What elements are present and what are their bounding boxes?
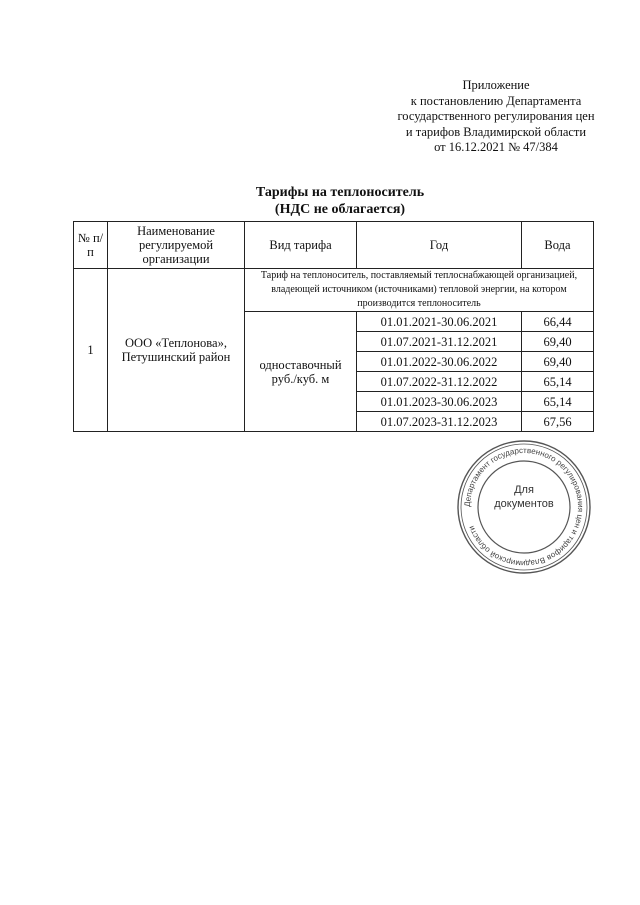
water-value-cell: 65,14 (522, 392, 594, 412)
appendix-line: государственного регулирования цен (397, 109, 595, 123)
appendix-line: Приложение (462, 78, 530, 92)
tariff-description: Тариф на теплоноситель, поставляемый теплоснабжающей организацией, владеющей источником (источниками) тепловой энергии, на котором производится теплоноситель (245, 269, 594, 312)
water-value-cell: 66,44 (522, 312, 594, 332)
tariff-table (73, 221, 594, 432)
official-stamp (454, 437, 594, 577)
period-cell: 01.01.2022-30.06.2022 (357, 352, 522, 372)
water-value-cell: 69,40 (522, 332, 594, 352)
water-value-cell: 65,14 (522, 372, 594, 392)
header-year: Год (357, 222, 522, 269)
tariff-type-cell: одноставочный руб./куб. м (245, 312, 357, 432)
water-value-cell: 67,56 (522, 412, 594, 432)
water-value-cell: 69,40 (522, 352, 594, 372)
header-water: Вода (522, 222, 594, 269)
period-cell: 01.07.2022-31.12.2022 (357, 372, 522, 392)
period-cell: 01.01.2021-30.06.2021 (357, 312, 522, 332)
period-cell: 01.07.2023-31.12.2023 (357, 412, 522, 432)
stamp-center-line-2: документов (494, 498, 554, 510)
appendix-line: к постановлению Департамента (410, 93, 582, 108)
document-title (150, 184, 530, 218)
table-header-row (74, 222, 594, 269)
header-organization: Наименование регулируемой организации (108, 222, 245, 269)
period-cell: 01.01.2023-30.06.2023 (357, 392, 522, 412)
table-row (74, 269, 594, 312)
header-tariff-type: Вид тарифа (245, 222, 357, 269)
appendix-line: и тарифов Владимирской области (405, 124, 587, 139)
title-line-2: (НДС не облагается) (274, 202, 406, 217)
row-number: 1 (74, 269, 108, 432)
stamp-center-text (454, 483, 594, 511)
period-cell: 01.07.2021-31.12.2021 (357, 332, 522, 352)
organization-name: ООО «Теплонова», Петушинский район (108, 269, 245, 432)
appendix-line: от 16.12.2021 № 47/384 (434, 140, 558, 154)
appendix-block (396, 78, 596, 156)
header-num: № п/п (74, 222, 108, 269)
title-line-1: Тарифы на теплоноситель (255, 185, 425, 200)
stamp-center-line-1: Для (514, 484, 534, 496)
stamp-ring-text: Департамент государственного регулирования цен и тарифов Владимирской области (462, 445, 586, 569)
